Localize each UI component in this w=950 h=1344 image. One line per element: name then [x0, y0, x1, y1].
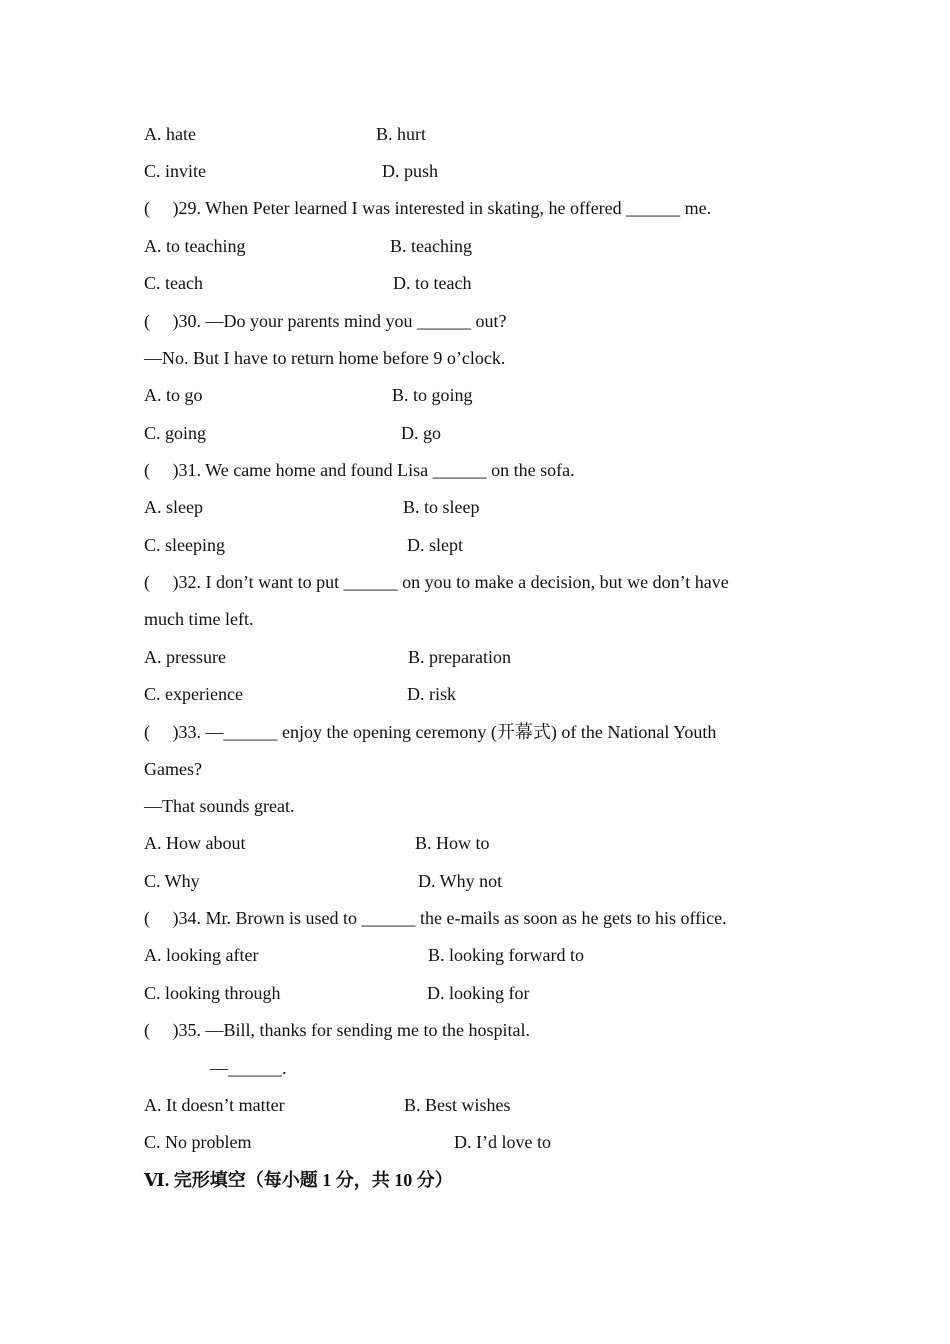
q35-option-a: A. It doesn’t matter — [144, 1095, 285, 1115]
q30-stem-2: —No. But I have to return home before 9 o’clock. — [144, 348, 506, 368]
q28-option-a: A. hate — [144, 124, 196, 144]
q35-option-d: D. I’d love to — [454, 1132, 551, 1152]
q32-option-c: C. experience — [144, 684, 243, 704]
q32-option-b: B. preparation — [408, 647, 511, 667]
q33-stem-2: Games? — [144, 759, 202, 779]
q34-stem: ( )34. Mr. Brown is used to ______ the e-mails as soon as he gets to his office. — [144, 908, 727, 928]
q29-stem: ( )29. When Peter learned I was interested in skating, he offered ______ me. — [144, 198, 712, 218]
q29-option-a: A. to teaching — [144, 236, 246, 256]
q33-stem-3: —That sounds great. — [144, 796, 295, 816]
section-title: Ⅵ. 完形填空（每小题 1 分，共 10 分） — [144, 1170, 453, 1190]
q28-option-c: C. invite — [144, 161, 206, 181]
q30-option-d: D. go — [401, 423, 441, 443]
q32-option-d: D. risk — [407, 684, 456, 704]
q33-option-c: C. Why — [144, 871, 200, 891]
q30-stem: ( )30. —Do your parents mind you ______ out? — [144, 311, 507, 331]
q33-option-d: D. Why not — [418, 871, 503, 891]
q33-option-b: B. How to — [415, 833, 490, 853]
q35-stem: ( )35. —Bill, thanks for sending me to the hospital. — [144, 1020, 530, 1040]
q29-option-d: D. to teach — [393, 273, 472, 293]
q33-stem: ( )33. —______ enjoy the opening ceremony (开幕式) of the National Youth — [144, 722, 717, 742]
q31-option-a: A. sleep — [144, 497, 203, 517]
q29-option-b: B. teaching — [390, 236, 472, 256]
q30-option-b: B. to going — [392, 385, 473, 405]
q35-option-c: C. No problem — [144, 1132, 252, 1152]
q34-option-b: B. looking forward to — [428, 945, 584, 965]
q32-stem: ( )32. I don’t want to put ______ on you to make a decision, but we don’t have — [144, 572, 729, 592]
q28-option-d: D. push — [382, 161, 439, 181]
q33-option-a: A. How about — [144, 833, 246, 853]
q31-option-b: B. to sleep — [403, 497, 480, 517]
q34-option-c: C. looking through — [144, 983, 281, 1003]
q34-option-a: A. looking after — [144, 945, 259, 965]
q35-stem-2: —______. — [210, 1058, 287, 1078]
q35-option-b: B. Best wishes — [404, 1095, 511, 1115]
q31-option-d: D. slept — [407, 535, 463, 555]
q32-stem-2: much time left. — [144, 609, 254, 629]
q28-option-b: B. hurt — [376, 124, 427, 144]
q29-option-c: C. teach — [144, 273, 203, 293]
q31-stem: ( )31. We came home and found Lisa ______ on the sofa. — [144, 460, 575, 480]
q30-option-a: A. to go — [144, 385, 203, 405]
q34-option-d: D. looking for — [427, 983, 530, 1003]
q32-option-a: A. pressure — [144, 647, 226, 667]
q31-option-c: C. sleeping — [144, 535, 225, 555]
q30-option-c: C. going — [144, 423, 207, 443]
